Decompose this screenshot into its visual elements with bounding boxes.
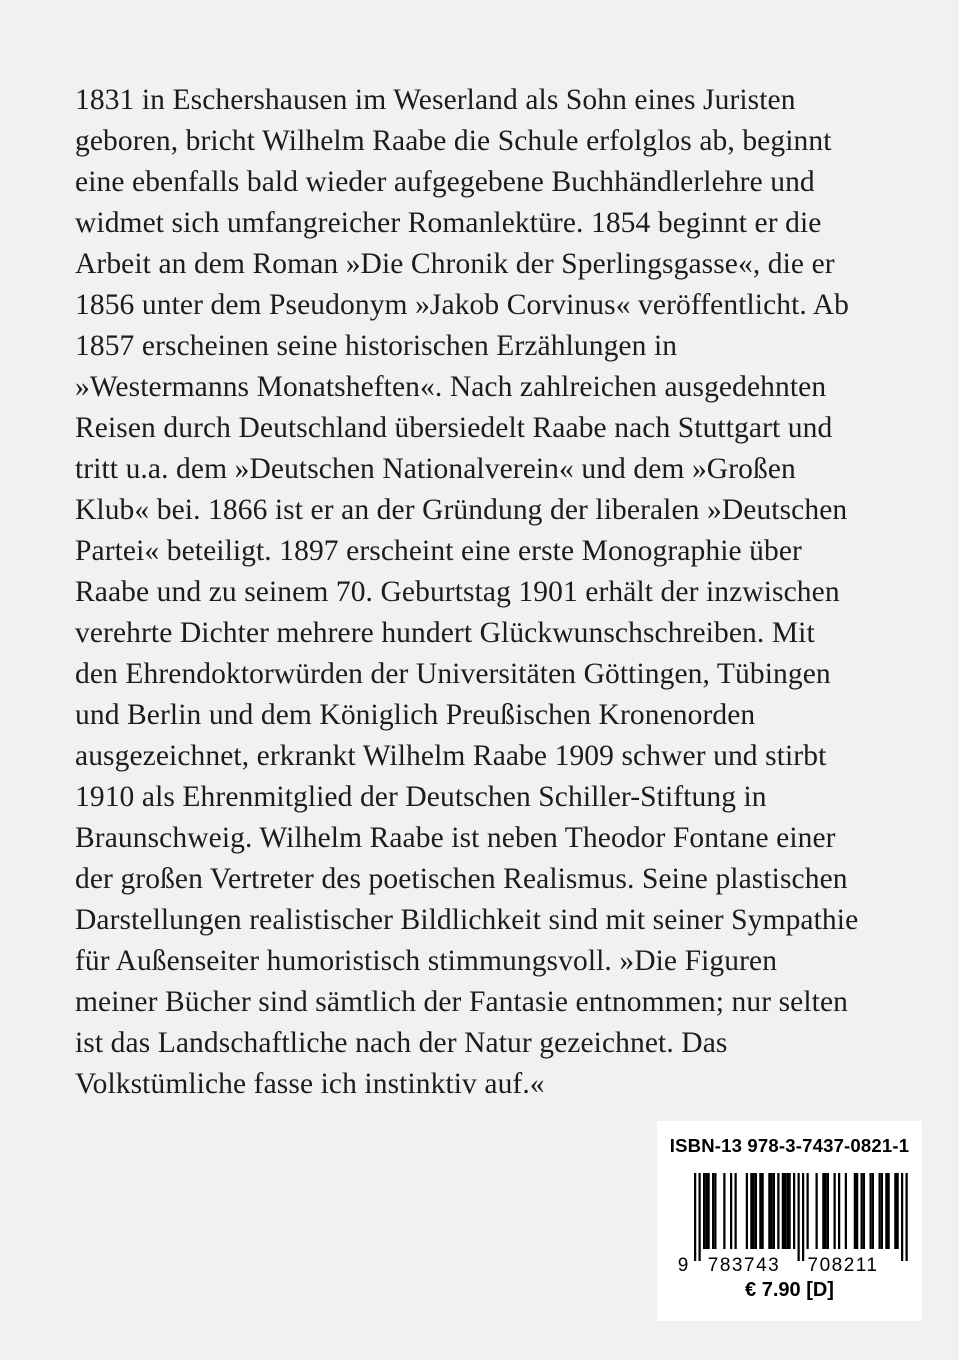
barcode-right-digits: 708211 bbox=[807, 1255, 879, 1275]
barcode-bar bbox=[793, 1173, 795, 1249]
barcode-bar bbox=[784, 1173, 786, 1249]
barcode-bar bbox=[834, 1173, 836, 1249]
blurb-line: 1831 in Eschershausen im Weserland als Sohn eines Juristen bbox=[75, 84, 796, 116]
blurb-line: Reisen durch Deutschland übersiedelt Raabe nach Stuttgart und bbox=[75, 412, 833, 444]
barcode-bar bbox=[771, 1173, 773, 1249]
barcode-bar bbox=[845, 1173, 847, 1249]
blurb-line: und Berlin und dem Königlich Preußischen Kronenorden bbox=[75, 699, 756, 731]
barcode-bar bbox=[782, 1173, 784, 1249]
blurb-line: Raabe und zu seinem 70. Geburtstag 1901 erhält der inzwischen bbox=[75, 576, 840, 608]
barcode-bar bbox=[723, 1173, 725, 1249]
barcode-bar bbox=[746, 1173, 748, 1249]
barcode-bar bbox=[777, 1173, 779, 1249]
back-cover-blurb bbox=[75, 80, 895, 1105]
blurb-line: geboren, bricht Wilhelm Raabe die Schule erfolglos ab, beginnt bbox=[75, 125, 832, 157]
blurb-line: ist das Landschaftliche nach der Natur gezeichnet. Das bbox=[75, 1027, 728, 1059]
barcode-bar bbox=[699, 1173, 701, 1261]
barcode-bar bbox=[762, 1173, 764, 1249]
barcode-bar bbox=[870, 1173, 872, 1249]
barcode-panel bbox=[657, 1121, 922, 1321]
blurb-line: ausgezeichnet, erkrankt Wilhelm Raabe 1909 schwer und stirbt bbox=[75, 740, 827, 772]
barcode-bar bbox=[879, 1173, 881, 1249]
blurb-line: der großen Vertreter des poetischen Realismus. Seine plastischen bbox=[75, 863, 848, 895]
barcode-left-digits: 783743 bbox=[707, 1255, 781, 1275]
blurb-line: Volkstümliche fasse ich instinktiv auf.« bbox=[75, 1068, 545, 1100]
blurb-line: für Außenseiter humoristisch stimmungsvoll. »Die Figuren bbox=[75, 945, 778, 977]
barcode-bar bbox=[786, 1173, 788, 1249]
barcode-bar bbox=[894, 1173, 896, 1249]
barcode-bar bbox=[901, 1173, 903, 1261]
barcode-bar bbox=[838, 1173, 840, 1249]
barcode-bar bbox=[861, 1173, 863, 1249]
blurb-line: eine ebenfalls bald wieder aufgegebene Buchhändlerlehre und bbox=[75, 166, 815, 198]
barcode-bar bbox=[872, 1173, 874, 1249]
isbn-label: ISBN-13 978-3-7437-0821-1 bbox=[669, 1135, 910, 1156]
barcode-bar bbox=[712, 1173, 714, 1249]
blurb-line: Partei« beteiligt. 1897 erscheint eine erste Monographie über bbox=[75, 535, 802, 567]
blurb-line: »Westermanns Monatsheften«. Nach zahlreichen ausgedehnten bbox=[75, 371, 827, 403]
barcode-bars bbox=[694, 1173, 908, 1261]
barcode-first-digit: 9 bbox=[677, 1255, 689, 1275]
barcode-bar bbox=[825, 1173, 827, 1249]
barcode-bar bbox=[768, 1173, 770, 1249]
blurb-line: meiner Bücher sind sämtlich der Fantasie entnommen; nur selten bbox=[75, 986, 848, 1018]
barcode-bar bbox=[703, 1173, 705, 1249]
barcode-bar bbox=[705, 1173, 707, 1249]
barcode-bar bbox=[759, 1173, 761, 1249]
barcode-bar bbox=[773, 1173, 775, 1249]
blurb-line: Klub« bei. 1866 ist er an der Gründung der liberalen »Deutschen bbox=[75, 494, 848, 526]
isbn-barcode bbox=[657, 1165, 922, 1275]
barcode-bar bbox=[897, 1173, 899, 1249]
barcode-bar bbox=[856, 1173, 858, 1249]
barcode-bar bbox=[714, 1173, 716, 1249]
barcode-bar bbox=[789, 1173, 791, 1249]
barcode-bar bbox=[816, 1173, 818, 1249]
barcode-bar bbox=[750, 1173, 752, 1249]
barcode-bar bbox=[708, 1173, 710, 1249]
barcode-bar bbox=[888, 1173, 890, 1249]
blurb-line: Arbeit an dem Roman »Die Chronik der Sperlingsgasse«, die er bbox=[75, 248, 835, 280]
blurb-line: tritt u.a. dem »Deutschen Nationalverein« und dem »Großen bbox=[75, 453, 796, 485]
blurb-line: 1857 erscheinen seine historischen Erzählungen in bbox=[75, 330, 678, 362]
blurb-line: Braunschweig. Wilhelm Raabe ist neben Theodor Fontane einer bbox=[75, 822, 836, 854]
blurb-line: widmet sich umfangreicher Romanlektüre. 1854 beginnt er die bbox=[75, 207, 822, 239]
barcode-bar bbox=[730, 1173, 732, 1249]
barcode-bar bbox=[885, 1173, 887, 1249]
blurb-line: 1856 unter dem Pseudonym »Jakob Corvinus« veröffentlicht. Ab bbox=[75, 289, 850, 321]
blurb-line: Darstellungen realistischer Bildlichkeit sind mit seiner Sympathie bbox=[75, 904, 859, 936]
barcode-bar bbox=[881, 1173, 883, 1249]
blurb-line: den Ehrendoktorwürden der Universitäten Göttingen, Tübingen bbox=[75, 658, 831, 690]
barcode-bar bbox=[753, 1173, 755, 1249]
barcode-bar bbox=[854, 1173, 856, 1249]
blurb-line: 1910 als Ehrenmitglied der Deutschen Schiller-Stiftung in bbox=[75, 781, 767, 813]
barcode-bar bbox=[694, 1173, 696, 1261]
barcode-bar bbox=[863, 1173, 865, 1249]
barcode-bar bbox=[807, 1173, 809, 1249]
blurb-line: verehrte Dichter mehrere hundert Glückwunschschreiben. Mit bbox=[75, 617, 815, 649]
barcode-bar bbox=[735, 1173, 737, 1249]
barcode-bar bbox=[798, 1173, 800, 1261]
price-label: € 7.90 [D] bbox=[745, 1279, 834, 1301]
barcode-bar bbox=[827, 1173, 829, 1249]
barcode-bar bbox=[822, 1173, 824, 1249]
barcode-bar bbox=[802, 1173, 804, 1261]
barcode-bar bbox=[755, 1173, 757, 1249]
barcode-bar bbox=[906, 1173, 908, 1261]
